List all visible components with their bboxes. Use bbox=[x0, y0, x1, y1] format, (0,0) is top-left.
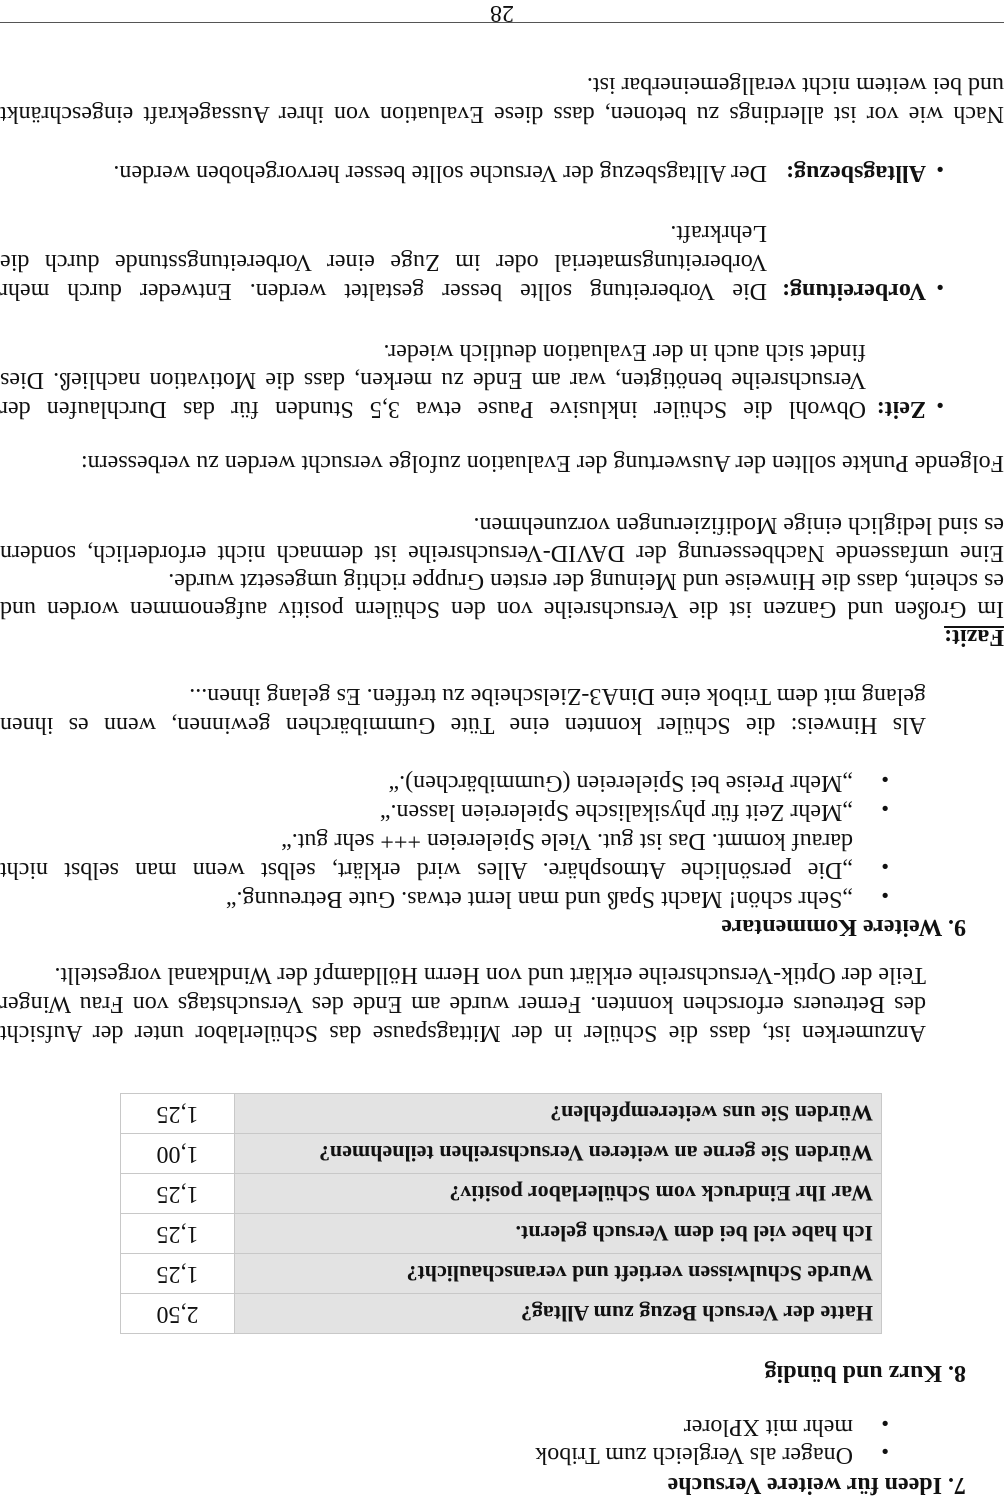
table-row bbox=[121, 1094, 882, 1134]
bullet-icon: • bbox=[881, 796, 889, 821]
fazit-line: Eine umfassende Nachbesserung der DAVID-Versuchsreihe ist demnach nicht erforderlich, sondern bbox=[0, 540, 1004, 566]
note-line: Anzumerken ist, dass die Schüler in der Mittagspause das Schülerlabor unter der Aufsicht bbox=[0, 1020, 926, 1046]
section-8-heading: 8. Kurz und bündig bbox=[764, 1360, 966, 1386]
note-line: des Betreuers erforschen konnten. Ferner wurde am Ende des Versuchstags von Frau Winger bbox=[0, 991, 926, 1017]
bullet-icon: • bbox=[881, 767, 889, 792]
comment-line: „Mehr Preise bei Spielereien (Gummibärchen).“ bbox=[388, 770, 853, 796]
bullet-icon: • bbox=[881, 854, 889, 879]
section-9-heading: 9. Weitere Kommentare bbox=[721, 914, 966, 940]
fazit-line: es scheint, dass die Hinweise und Meinung der ersten Gruppe richtig umgesetzt wurde. bbox=[168, 568, 1004, 594]
rating-value: 1,25 bbox=[121, 1094, 235, 1134]
improvement-line: Der Alltagsbezug der Versuche sollte besser hervorgehoben werden. bbox=[113, 160, 767, 186]
hint-line: Als Hinweis: die Schüler konnten eine Tüte Gummibärchen gewinnen, wenn es ihnen bbox=[0, 712, 926, 738]
list-item: mehr mit XPlorer bbox=[683, 1414, 853, 1440]
fazit-line: Im Großen und Ganzen ist die Versuchsreihe von den Schülern positiv aufgenommen worden und bbox=[0, 596, 1004, 622]
closing-line: und bei weitem nicht verallgemeinerbar ist. bbox=[586, 72, 1004, 98]
rating-question: Hatte der Versuch Bezug zum Alltag? bbox=[234, 1294, 881, 1334]
rating-value: 2,50 bbox=[121, 1294, 235, 1334]
table-row bbox=[121, 1294, 882, 1334]
rating-question: Würden Sie gerne an weiteren Versuchsreihen teilnehmen? bbox=[234, 1134, 881, 1174]
ratings-table bbox=[120, 1093, 882, 1334]
table-row bbox=[121, 1254, 882, 1294]
improvement-line: Die Vorbereitung sollte besser gestaltet werden. Entweder durch mehr bbox=[0, 278, 767, 304]
rating-question: Wurde Schulwissen vertieft und veranschaulicht? bbox=[234, 1254, 881, 1294]
bullet-icon: • bbox=[936, 157, 944, 182]
improvement-line: findet sich auch in der Evaluation deutlich wieder. bbox=[383, 339, 866, 365]
note-line: Teile der Optik-Versuchsreihe erklärt und von Herrn Hölldampf der Windkanal vorgestellt. bbox=[54, 962, 926, 988]
bullet-icon: • bbox=[881, 883, 889, 908]
hint-line: gelang mit dem Tribok eine DinA3-Zielscheibe zu treffen. Es gelang ihnen... bbox=[189, 683, 926, 709]
improvements-intro: Folgende Punkte sollten der Auswertung der Evaluation zufolge versucht werden zu verbessern: bbox=[80, 450, 1004, 476]
comment-line: „Mehr Zeit für physikalische Spielereien lassen.“ bbox=[379, 799, 853, 825]
improvement-label: Alltagsbezug: bbox=[786, 160, 926, 186]
comment-line: „Die persönliche Atmosphäre. Alles wird erklärt, selbst wenn man selbst nicht bbox=[0, 857, 853, 883]
header-rule bbox=[0, 22, 1004, 23]
list-item: Onager als Vergleich zum Tribok bbox=[535, 1442, 853, 1468]
table-row bbox=[121, 1134, 882, 1174]
rating-value: 1,25 bbox=[121, 1254, 235, 1294]
bullet-icon: • bbox=[881, 1411, 889, 1436]
improvement-line: Versuchsreihe benötigten, war am Ende zu merken, dass die Motivation nachließ. Dies bbox=[0, 367, 866, 393]
rating-question: Würden Sie uns weiterempfehlen? bbox=[234, 1094, 881, 1134]
fazit-line: es sind lediglich einige Modifizierungen vorzunehmen. bbox=[473, 512, 1004, 538]
bullet-icon: • bbox=[936, 393, 944, 418]
closing-line: Nach wie vor ist allerdings zu betonen, dass diese Evaluation von ihrer Aussagekraft eingeschränkt bbox=[0, 101, 1004, 127]
improvement-line: Obwohl die Schüler inklusive Pause etwa 3,5 Stunden für das Durchlaufen der bbox=[0, 396, 866, 422]
comment-line: „Sehr schön! Macht Spaß und man lernt etwas. Gute Betreuung.“ bbox=[225, 886, 853, 912]
section-7-heading: 7. Ideen für weitere Versuche bbox=[667, 1472, 966, 1498]
rating-question: War Ihr Eindruck vom Schülerlabor positiv? bbox=[234, 1174, 881, 1214]
improvement-label: Zeit: bbox=[876, 396, 926, 422]
fazit-heading: Fazit: bbox=[944, 624, 1004, 650]
rating-value: 1,25 bbox=[121, 1214, 235, 1254]
improvement-line: Lehrkraft. bbox=[670, 220, 767, 246]
bullet-icon: • bbox=[936, 275, 944, 300]
table-row bbox=[121, 1214, 882, 1254]
improvement-line: Vorbereitungsmaterial oder im Zuge einer Vorbereitungsstunde durch die bbox=[0, 249, 767, 275]
bullet-icon: • bbox=[881, 1439, 889, 1464]
improvement-label: Vorbereitung: bbox=[782, 278, 926, 304]
rating-question: Ich habe viel bei dem Versuch gelernt. bbox=[234, 1214, 881, 1254]
rating-value: 1,25 bbox=[121, 1174, 235, 1214]
comment-line: darauf kommt. Das ist gut. Viele Spielereien +++ sehr gut.“ bbox=[281, 828, 853, 854]
page-number: 28 bbox=[490, 0, 514, 26]
table-row bbox=[121, 1174, 882, 1214]
rating-value: 1,00 bbox=[121, 1134, 235, 1174]
